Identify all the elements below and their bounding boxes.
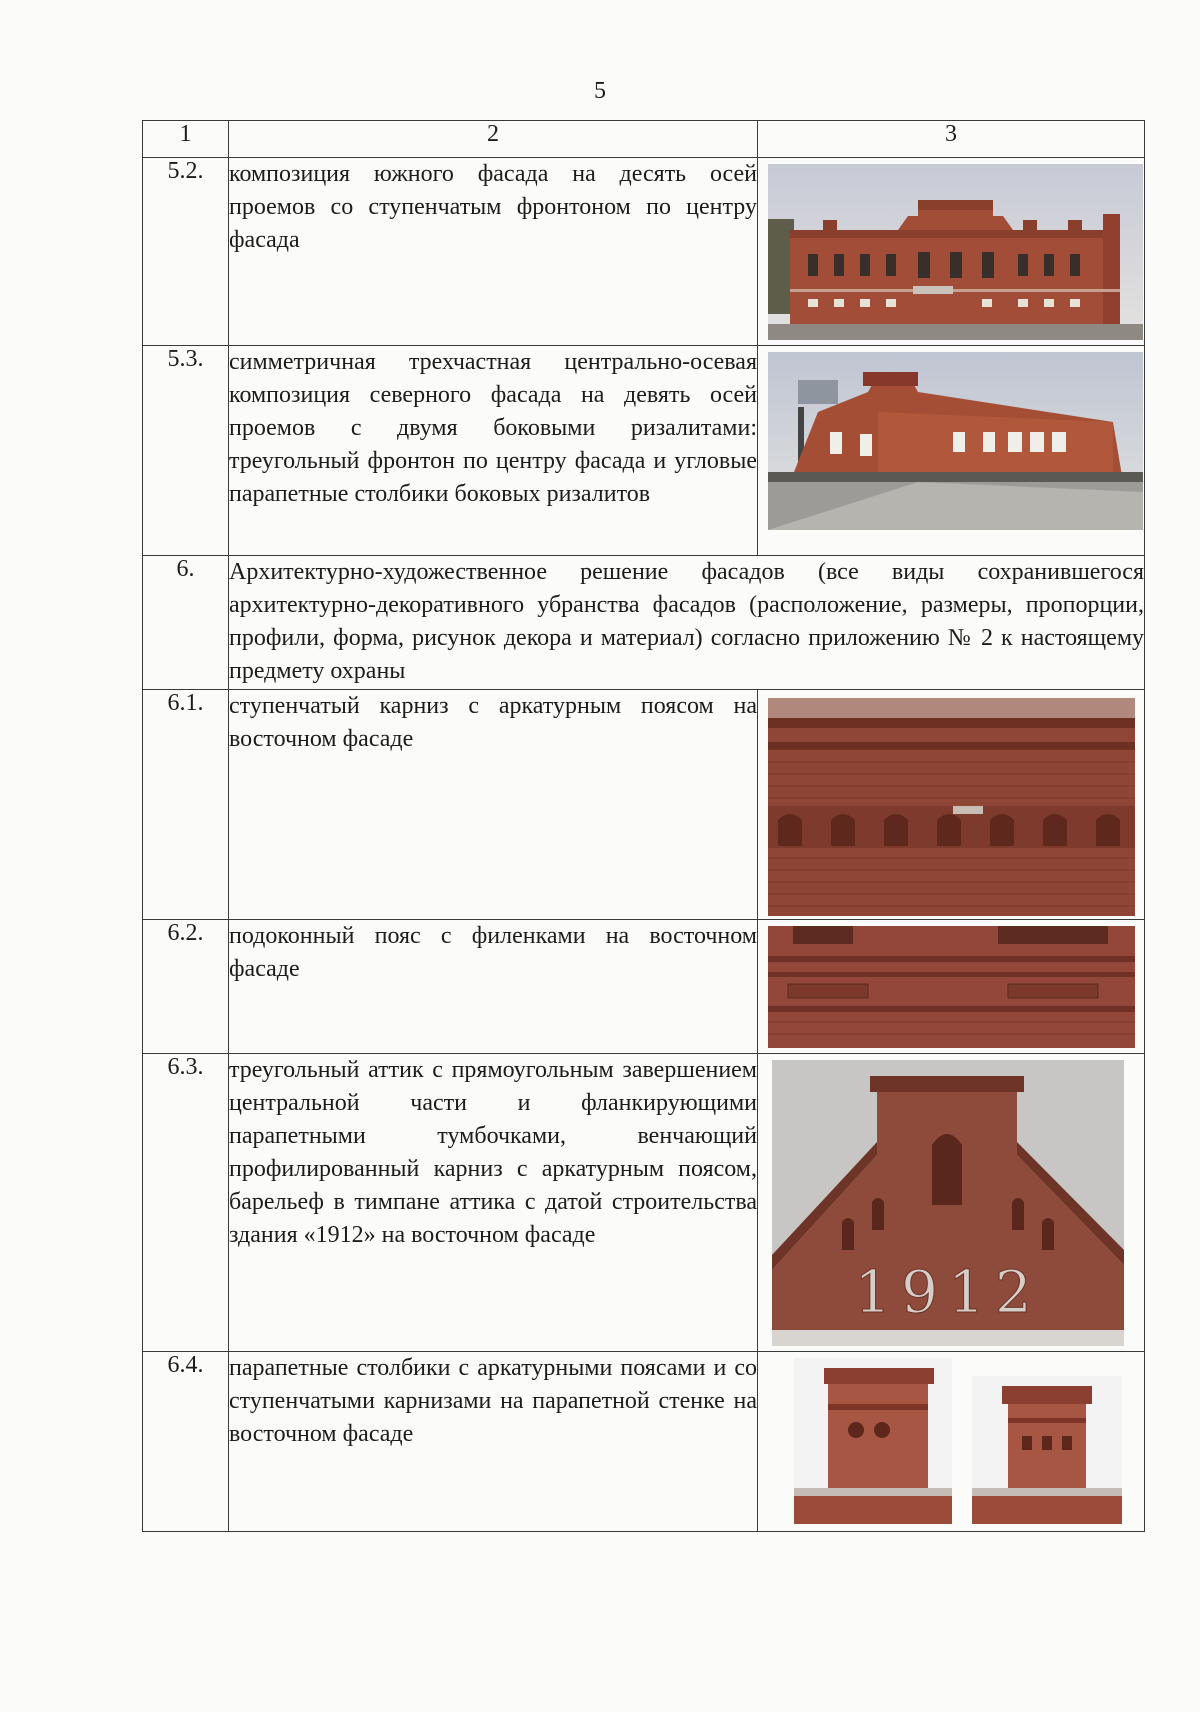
row-description: композиция южного фасада на десять осей проемов со ступенчатым фронтоном по центру фасада (229, 158, 758, 346)
row-number: 6.3. (143, 1054, 229, 1352)
table-row (143, 1054, 1145, 1352)
photo-cell (758, 1352, 1145, 1532)
photo-cell (758, 690, 1145, 920)
photo-cell (758, 158, 1145, 346)
parapet-post-photo-left (794, 1358, 952, 1524)
table-row (143, 1352, 1145, 1532)
table-row (143, 920, 1145, 1054)
row-description: парапетные столбики с аркатурными поясами и со ступенчатыми карнизами на парапетной стенке на восточном фасаде (229, 1352, 758, 1532)
photo-cell (758, 346, 1145, 556)
row-description: подоконный пояс с филенками на восточном фасаде (229, 920, 758, 1054)
window-sill-belt-photo (768, 926, 1135, 1048)
stepped-cornice-photo (768, 698, 1135, 916)
row-number: 6.2. (143, 920, 229, 1054)
photo-cell (758, 920, 1145, 1054)
table-row (143, 556, 1145, 690)
row-description: симметричная трехчастная центрально-осевая композиция северного фасада на девять осей проемов с двумя боковыми ризалитами: треугольный фронтон по центру фасада и угловые парапетные столбики боковых ризалитов (229, 346, 758, 556)
protection-subject-table (142, 120, 1145, 1532)
header-col-2: 2 (229, 121, 758, 158)
table-row (143, 158, 1145, 346)
row-description: Архитектурно-художественное решение фасадов (все виды сохранившегося архитектурно-декоративного убранства фасадов (расположение, размеры, пропорции, профили, форма, рисунок декора и материал) согласно приложению № 2 к настоящему предмету охраны (229, 556, 1145, 690)
header-col-1: 1 (143, 121, 229, 158)
row-number: 6. (143, 556, 229, 690)
table-row (143, 346, 1145, 556)
photo-cell (758, 1054, 1145, 1352)
row-description: ступенчатый карниз с аркатурным поясом на восточном фасаде (229, 690, 758, 920)
table-header-row (143, 121, 1145, 158)
row-number: 5.3. (143, 346, 229, 556)
parapet-post-photo-right (972, 1376, 1122, 1524)
attic-relief-photo (772, 1060, 1124, 1346)
south-facade-photo (768, 164, 1143, 340)
row-number: 6.1. (143, 690, 229, 920)
row-number: 5.2. (143, 158, 229, 346)
header-col-3: 3 (758, 121, 1145, 158)
relief-date: 1912 (854, 1258, 1042, 1326)
row-description: треугольный аттик с прямоугольным завершением центральной части и фланкирующими парапетными тумбочками, венчающий профилированный карниз с аркатурным поясом, барельеф в тимпане аттика с датой строительства здания «1912» на восточном фасаде (229, 1054, 758, 1352)
page-number: 5 (594, 78, 606, 104)
row-number: 6.4. (143, 1352, 229, 1532)
table-row (143, 690, 1145, 920)
north-facade-photo (768, 352, 1143, 530)
